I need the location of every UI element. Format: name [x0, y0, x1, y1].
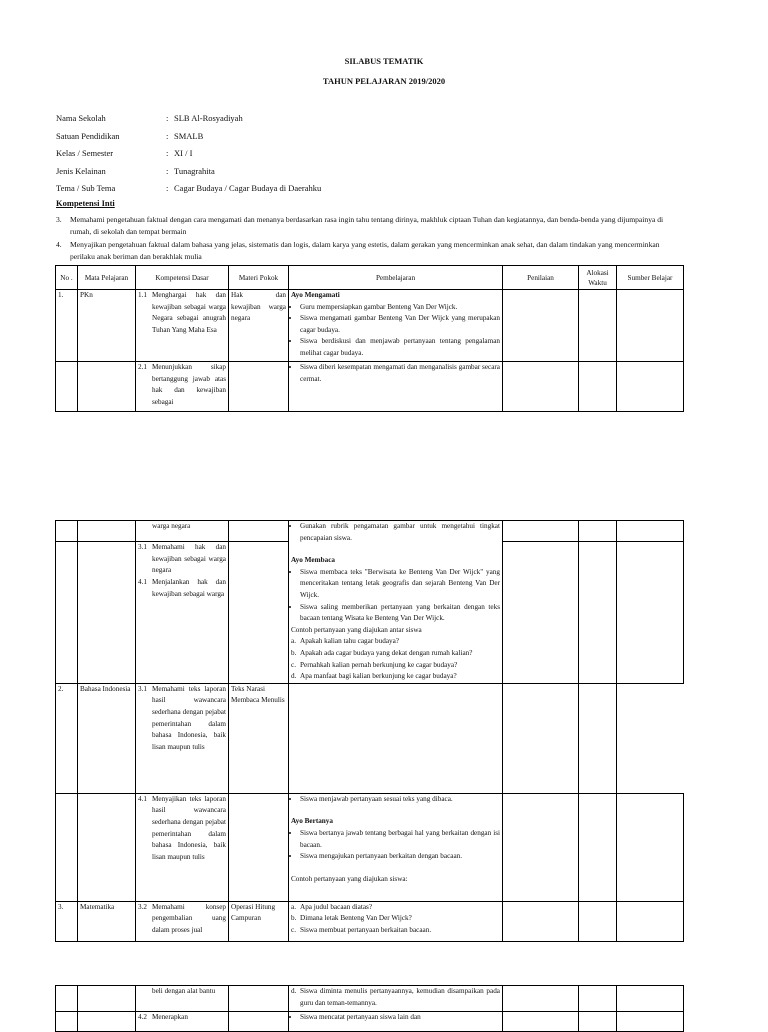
activity-heading: Ayo Membaca — [291, 556, 335, 565]
col-header-learning-source: Sumber Belajar — [617, 266, 684, 290]
cell-no: 2. — [56, 683, 78, 793]
table-row — [56, 986, 684, 1012]
table-row — [56, 362, 684, 412]
list-item: • Gunakan rubrik pengamatan gambar untuk mengetahui tingkat pencapaian siswa. — [300, 521, 500, 544]
cell-subject: PKn — [78, 290, 136, 362]
cell-basic-competence: beli dengan alat bantu — [136, 986, 229, 1012]
cell-basic-competence: 1.1 Menghargai hak dan kewajiban sebagai warga Negara sebagai anugrah Tuhan Yang Maha Esa — [136, 290, 229, 362]
list-item: • Siswa diberi kesempatan mengamati dan menganalisis gambar secara cermat. — [300, 362, 500, 385]
col-header-main-material: Materi Pokok — [229, 266, 289, 290]
col-header-subject: Mata Pelajaran — [78, 266, 136, 290]
identity-row: Kelas / Semester : XI / I — [56, 148, 193, 159]
school-identity — [56, 113, 321, 201]
identity-row: Nama Sekolah : SLB Al-Rosyadiyah — [56, 113, 243, 123]
syllabus-table-part-1 — [55, 265, 684, 412]
col-header-basic-competence: Kompetensi Dasar — [136, 266, 229, 290]
cell-learning — [289, 1012, 503, 1032]
cell-no: 1. — [56, 290, 78, 362]
list-item: c. Pernahkah kalian pernah berkunjung ke cagar budaya? — [291, 660, 458, 669]
example-questions-label: Contoh pertanyaan yang diajukan antar siswa — [291, 625, 422, 634]
list-item: • Siswa berdiskusi dan menjawab pertanyaan tentang pengalaman melihat cagar budaya. — [300, 336, 500, 359]
cell-basic-competence: 3.2 Memahami konsep pengembalian uang dalam proses jual — [136, 901, 229, 941]
list-item: • Siswa mencatat pertanyaan siswa lain dan — [300, 1012, 500, 1024]
cell-basic-competence: warga negara — [136, 521, 229, 542]
cell-learning — [289, 901, 503, 941]
list-item: d. Apa manfaat bagi kalian berkunjung ke cagar budaya? — [291, 672, 457, 681]
list-item: • Siswa saling memberikan pertanyaan yang berkaitan dengan teks bacaan tentang Wisata ke Benteng Van Der Wijck. — [300, 602, 500, 625]
activity-heading: Ayo Mengamati — [291, 291, 340, 299]
cell-basic-competence: 3.1 Memahami teks laporan hasil wawancara sederhana dengan pejabat pemerintahan dalam bahasa Indonesia, baik lisan maupun tulis — [136, 683, 229, 793]
table-row — [56, 521, 684, 542]
cell-source — [617, 290, 684, 362]
col-header-time-allocation: Alokasi Waktu — [579, 266, 617, 290]
cell-main-material: Operasi Hitung Campuran — [229, 901, 289, 941]
cell-main-material: Hak dan kewajiban warga negara — [229, 290, 289, 362]
core-competence-list — [56, 214, 682, 264]
cell-main-material: Teks Narasi Membaca Menulis — [229, 683, 289, 793]
cell-subject: Bahasa Indonesia — [78, 683, 136, 793]
identity-row: Tema / Sub Tema : Cagar Budaya / Cagar Budaya di Daerahku — [56, 183, 322, 194]
cell-learning — [289, 986, 503, 1012]
table-row — [56, 793, 684, 901]
cell-subject: Matematika — [78, 901, 136, 941]
core-competence-heading: Kompetensi Inti — [56, 198, 115, 208]
cell-learning — [289, 521, 503, 684]
list-item: • Siswa mengamati gambar Benteng Van Der Wijck yang merupakan cagar budaya. — [300, 313, 500, 336]
list-item: b. Apakah ada cagar budaya yang dekat dengan rumah kalian? — [291, 648, 473, 657]
list-item: a. Apa judul bacaan diatas? — [291, 902, 373, 911]
list-item: • Guru mempersiapkan gambar Benteng Van Der Wijck. — [300, 302, 500, 314]
table-row — [56, 1012, 684, 1032]
list-item: d. Siswa diminta menulis pertanyaannya, kemudian disampaikan pada guru dan teman-temannya. — [291, 987, 500, 1007]
cell-learning — [289, 793, 503, 901]
example-questions-label: Contoh pertanyaan yang diajukan siswa: — [291, 874, 408, 883]
list-item: • Siswa membaca teks "Berwisata ke Benteng Van Der Wijck" yang menceritakan tentang letak geografis dan sejarah Benteng Van Der Wijck. — [300, 567, 500, 602]
list-item: • Siswa bertanya jawab tentang berbagai hal yang berkaitan dengan isi bacaan. — [300, 828, 500, 851]
table-header-row — [56, 266, 684, 290]
cell-assessment — [503, 290, 579, 362]
table-row — [56, 901, 684, 941]
core-competence-item: 3. Memahami pengetahuan faktual dengan cara mengamati dan menanya berdasarkan rasa ingin tahu tentang dirinya, makhluk ciptaan Tuhan dan kegiatannya, dan benda-benda yang dijumpainya di rumah, di sekolah dan tempat bermain — [56, 215, 664, 236]
list-item: a. Apakah kalian tahu cagar budaya? — [291, 637, 399, 646]
col-header-no: No . — [56, 266, 78, 290]
list-item: • Siswa mengajukan pertanyaan berkaitan dengan bacaan. — [300, 851, 500, 863]
cell-basic-competence: 4.1 Menyajikan teks laporan hasil wawancara sederhana dengan pejabat pemerintahan dalam bahasa Indonesia, baik lisan maupun tulis — [136, 793, 229, 901]
cell-learning — [289, 362, 503, 412]
list-item: • Siswa menjawab pertanyaan sesuai teks yang dibaca. — [300, 794, 500, 806]
activity-heading: Ayo Bertanya — [291, 817, 333, 826]
cell-basic-competence: 3.1 Memahami hak dan kewajiban sebagai warga negara 4.1 Menjalankan hak dan kewajiban sebagai warga — [136, 542, 229, 684]
list-item: c. Siswa membuat pertanyaan berkaitan bacaan. — [291, 925, 432, 934]
document-title: SILABUS TEMATIK — [344, 56, 424, 66]
col-header-learning: Pembelajaran — [289, 266, 503, 290]
table-row — [56, 290, 684, 362]
cell-basic-competence: 2.1 Menunjukkan sikap bertanggung jawab atas hak dan kewajiban sebagai — [136, 362, 229, 412]
syllabus-table-part-2 — [55, 520, 684, 942]
cell-no: 3. — [56, 901, 78, 941]
identity-row: Jenis Kelainan : Tunagrahita — [56, 165, 215, 176]
cell-time — [579, 290, 617, 362]
identity-row: Satuan Pendidikan : SMALB — [56, 130, 204, 141]
cell-basic-competence: 4.2 Menerapkan — [136, 1012, 229, 1032]
list-item: b. Dimana letak Benteng Van Der Wijck? — [291, 914, 412, 923]
syllabus-table-part-3 — [55, 985, 684, 1032]
col-header-assessment: Penilaian — [503, 266, 579, 290]
table-row — [56, 683, 684, 793]
cell-learning — [289, 290, 503, 362]
core-competence-item: 4. Menyajikan pengetahuan faktual dalam bahasa yang jelas, sistematis dan logis, dalam karya yang estetis, dalam gerakan yang mencerminkan anak sehat, dan dalam tindakan yang mencerminkan perilaku anak beriman dan berakhlak mulia — [56, 240, 660, 261]
document-subtitle: TAHUN PELAJARAN 2019/2020 — [322, 76, 446, 86]
